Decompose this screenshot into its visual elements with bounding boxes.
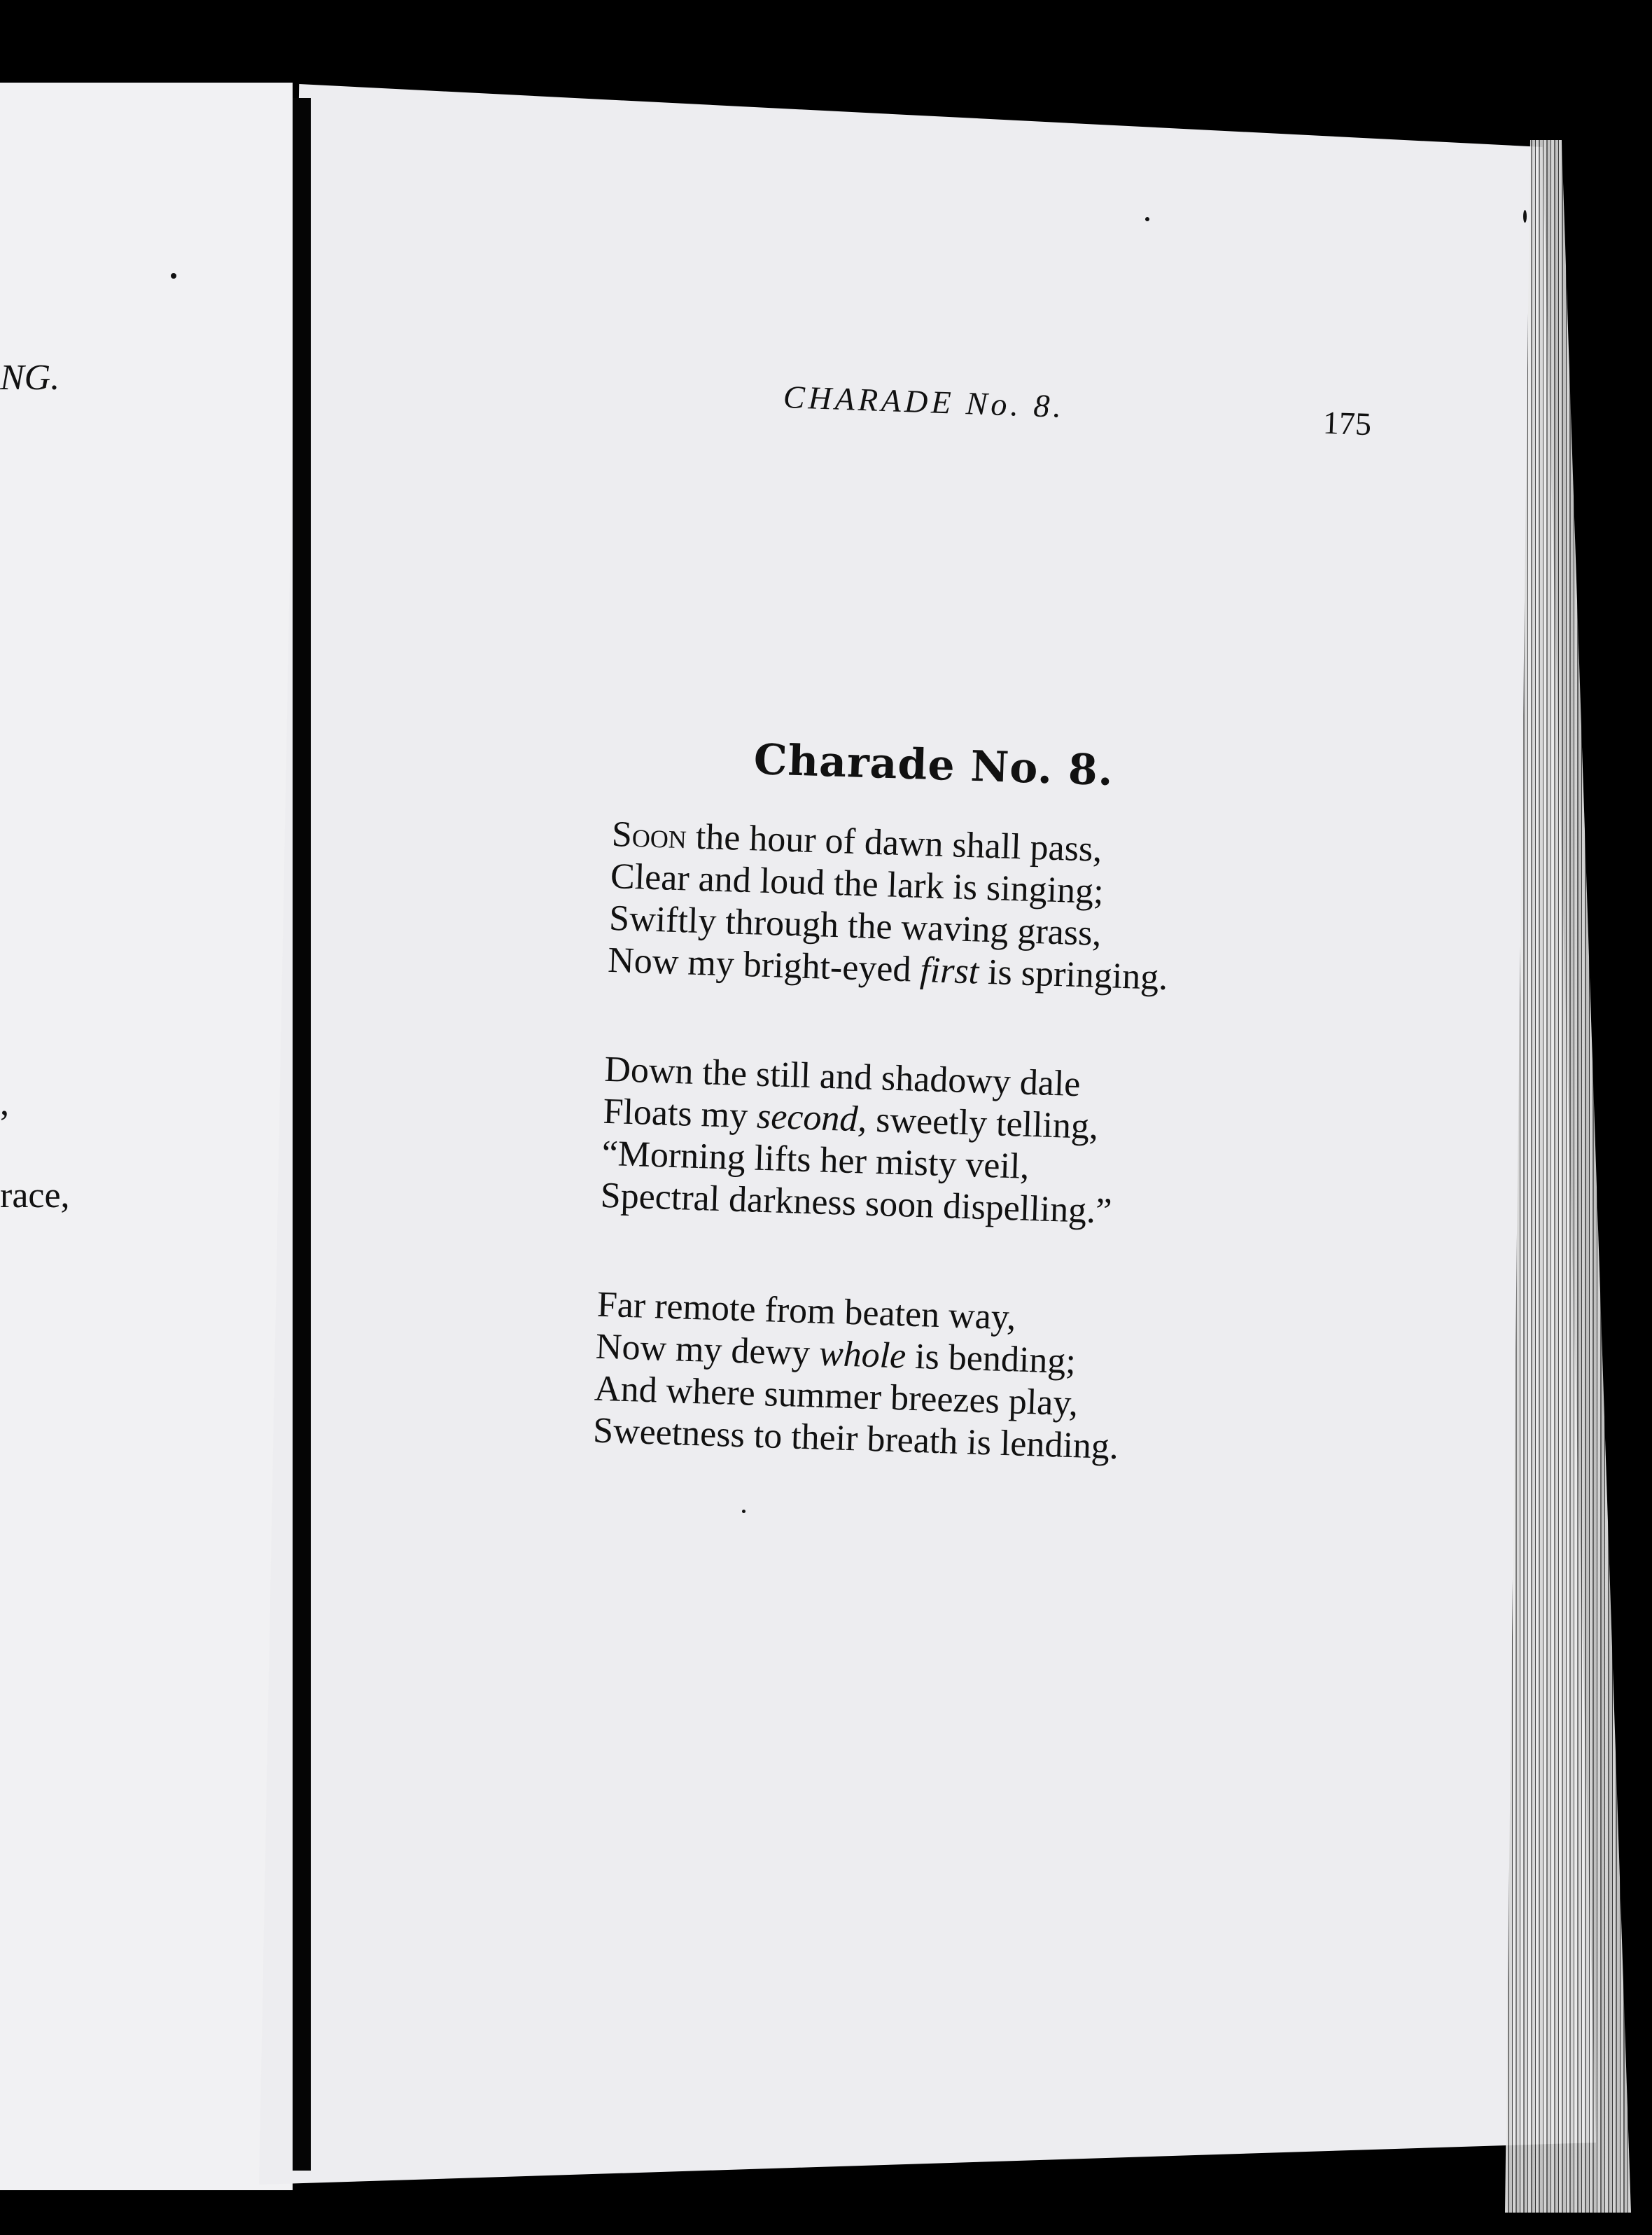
stanza — [607, 814, 1172, 999]
scan-speck — [1145, 217, 1149, 221]
page-number: 175 — [1322, 404, 1372, 443]
scan-speck — [742, 1510, 746, 1513]
poem-line: And where summer breezes play, — [594, 1368, 1079, 1424]
poem-line: “Morning lifts her misty veil, — [601, 1133, 1030, 1187]
poem — [592, 814, 1172, 1470]
stanza — [600, 1049, 1165, 1234]
poem-title: Charade No. 8. — [752, 735, 1114, 796]
poem-line: Down the still and shadowy dale — [603, 1049, 1082, 1105]
poem-line: Far remote from beaten way, — [596, 1284, 1017, 1338]
poem-line: Clear and loud the lark is singing; — [610, 856, 1105, 912]
left-page-text-fragment: , — [0, 1083, 9, 1123]
poem-line: Spectral darkness soon dispelling.” — [599, 1175, 1113, 1232]
poem-line: Now my bright-eyed first is springing. — [607, 940, 1169, 998]
scan-speck — [1523, 210, 1527, 223]
running-head: CHARADE No. 8. — [783, 378, 1065, 425]
left-page-text-fragment: race, — [0, 1176, 70, 1216]
poem-line: Now my dewy whole is bending; — [595, 1326, 1077, 1382]
stanza — [592, 1284, 1157, 1470]
poem-line: Swiftly through the waving grass, — [608, 898, 1102, 954]
book-gutter — [293, 98, 311, 2171]
left-page — [0, 83, 293, 2190]
poem-line: Floats my second, sweetly telling, — [602, 1091, 1099, 1148]
poem-line: Soon the hour of dawn shall pass, — [611, 814, 1103, 870]
poem-line: Sweetness to their breath is lending. — [592, 1410, 1119, 1468]
left-page-header-fragment: NG. — [0, 358, 60, 398]
scan-speck — [171, 273, 176, 279]
